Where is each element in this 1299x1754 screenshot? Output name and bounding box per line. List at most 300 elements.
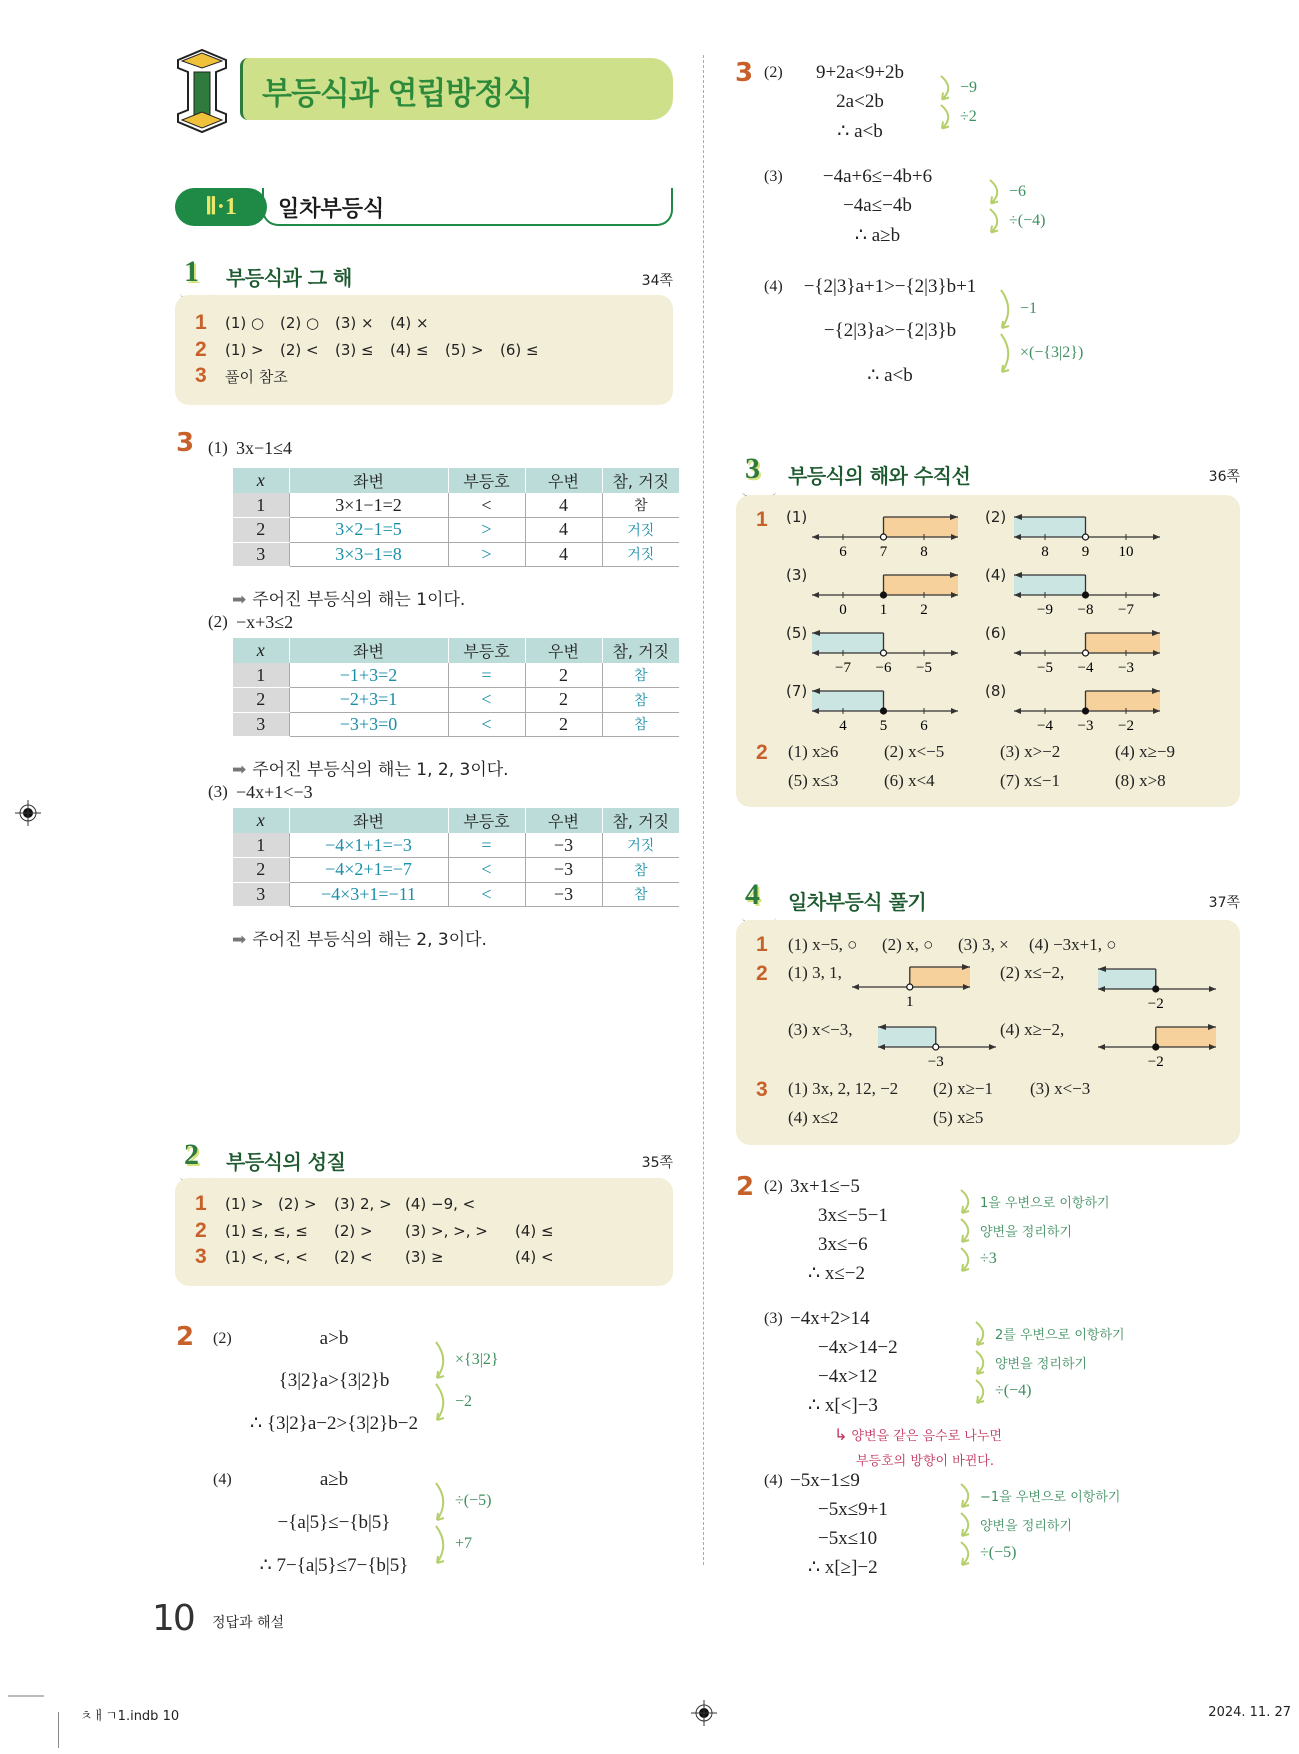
book-section-label: 정답과 해설	[212, 1615, 285, 1631]
column-header: 우변	[525, 638, 602, 663]
answer-item: 풀이 참조	[225, 367, 288, 386]
tick-label: −8	[1077, 602, 1094, 618]
number-line-label: (2)	[985, 508, 1007, 526]
conclusion-text: 주어진 부등식의 해는 1, 2, 3이다.	[252, 760, 509, 780]
step	[433, 1480, 491, 1523]
step	[998, 287, 1083, 331]
table-cell: >	[448, 542, 525, 567]
table-cell: 3	[233, 712, 289, 737]
part-label: (3)	[208, 782, 228, 801]
hook-arrow-icon: ↳	[834, 1425, 848, 1444]
expression-column	[790, 265, 990, 397]
column-header: 참, 거짓	[602, 808, 679, 833]
tick-label: 9	[1081, 544, 1090, 560]
closed-point	[1083, 708, 1089, 714]
arrow-path	[436, 1483, 444, 1520]
math-expression: −5x−1≤9	[790, 1469, 860, 1491]
arrow-path	[436, 1384, 444, 1420]
curved-arrow-icon	[973, 1319, 989, 1348]
inequality: −x+3≤2	[236, 612, 294, 632]
tick-label: −5	[916, 660, 932, 676]
derivation-line	[239, 1458, 429, 1501]
tick-label: 1	[879, 602, 888, 618]
table-cell: 참	[602, 712, 679, 737]
math-expression: ∴ 7−{a|5}≤7−{b|5}	[259, 1555, 409, 1576]
table-cell: −3	[525, 833, 602, 858]
arrow-right-icon: ➡	[232, 760, 247, 780]
answer-item: (3) x<−3	[1030, 1079, 1091, 1098]
table-row	[233, 833, 679, 858]
derivation-line	[790, 58, 930, 88]
derivation-line	[790, 1553, 950, 1582]
step-label: 1을 우변으로 이항하기	[980, 1195, 1110, 1211]
derivation-line	[790, 1201, 950, 1230]
part-label: (2)	[764, 1178, 783, 1195]
arrow-path	[961, 1190, 969, 1213]
curved-arrow-icon	[987, 206, 1003, 236]
step	[973, 1348, 1125, 1377]
answer-item: (8) x>8	[1115, 771, 1166, 790]
arrow-path	[990, 180, 998, 204]
inequality: 3x−1≤4	[236, 438, 293, 458]
table-cell: −4×2+1=−7	[289, 858, 448, 883]
column-header: x	[233, 468, 289, 493]
table-cell: 3×1−1=2	[289, 493, 448, 518]
trim-mark	[58, 1712, 59, 1748]
closed-point	[1153, 1044, 1159, 1050]
expression-column	[790, 1466, 950, 1582]
math-expression: −{2|3}a>−{2|3}b	[823, 320, 957, 341]
derivation-line	[239, 1501, 429, 1544]
question-number: 3	[195, 364, 207, 387]
table-cell: >	[448, 518, 525, 543]
unit-number-icon: 3	[745, 452, 760, 485]
solution-region	[812, 633, 884, 653]
arrow-path	[941, 76, 949, 100]
table-row	[233, 663, 679, 688]
tick-label: 8	[1041, 544, 1049, 560]
table-cell: <	[448, 882, 525, 907]
derivation-line	[790, 265, 990, 309]
answer-item: (2) x≥−1	[933, 1079, 993, 1098]
arrow-path	[961, 1542, 969, 1565]
table-cell: 참	[602, 688, 679, 713]
page-reference: 36쪽	[1208, 469, 1240, 485]
table-cell: 참	[602, 858, 679, 883]
math-expression: −5x≤10	[818, 1527, 878, 1549]
open-point	[933, 1044, 939, 1050]
answer-item: (2) >	[334, 1221, 373, 1240]
truth-table	[233, 468, 679, 567]
note-line: 부등호의 방향이 바뀐다.	[856, 1454, 994, 1469]
table-cell: 3	[233, 882, 289, 907]
table-cell: 3	[233, 542, 289, 567]
table-cell: −3	[525, 858, 602, 883]
tick-label: 8	[920, 544, 928, 560]
math-expression: −{2|3}a+1>−{2|3}b+1	[803, 276, 977, 297]
problem-number: 2	[736, 1172, 755, 1202]
math-expression: ∴ x[<]−3	[808, 1395, 878, 1416]
table-cell: 2	[233, 518, 289, 543]
conclusion-text: 주어진 부등식의 해는 1이다.	[252, 590, 466, 610]
inequality: −4x+1<−3	[236, 782, 313, 802]
expression-column	[239, 1458, 429, 1587]
derivation-line	[790, 1466, 950, 1495]
answer-item: (2) ○	[280, 314, 320, 332]
section-badge: Ⅱ·1	[175, 188, 267, 226]
number-line	[850, 963, 972, 1013]
derivation	[213, 1318, 499, 1444]
table-cell: −3+3=0	[289, 712, 448, 737]
number-line	[810, 687, 960, 737]
unit-number-icon: 4	[745, 878, 760, 911]
answer-item: (4) ×	[390, 314, 429, 332]
number-line	[1096, 1023, 1218, 1073]
answer-item: (4) x≤2	[788, 1108, 839, 1127]
step-label: 양변을 정리하기	[980, 1224, 1073, 1240]
table-row	[233, 882, 679, 907]
conclusion	[232, 585, 465, 610]
curved-arrow-icon	[958, 1539, 974, 1568]
derivation-line	[790, 1524, 950, 1553]
curved-arrow-icon	[973, 1377, 989, 1406]
solution-region	[884, 517, 959, 537]
number-line	[1012, 687, 1162, 737]
step	[987, 177, 1045, 207]
table-cell: −4×1+1=−3	[289, 833, 448, 858]
arrow-path	[1001, 290, 1009, 328]
curved-arrow-icon	[958, 1187, 974, 1216]
curved-arrow-icon	[987, 177, 1003, 207]
step-label: −1을 우변으로 이항하기	[980, 1489, 1121, 1505]
answer-item: (6) x<4	[884, 771, 935, 790]
answer-item: (1) >	[225, 1195, 264, 1213]
open-point	[1083, 650, 1089, 656]
question-number: 2	[756, 962, 768, 985]
arrow-path	[436, 1342, 444, 1378]
math-expression: −4a+6≤−4b+6	[822, 165, 933, 187]
answer-item: (4) x≥−2,	[1000, 1020, 1065, 1039]
unit-number-icon: 1	[184, 255, 199, 288]
solution-region	[1086, 691, 1161, 711]
question-number: 1	[756, 508, 768, 531]
derivation	[764, 162, 1045, 251]
print-date: 2024. 11. 27	[1208, 1705, 1291, 1720]
solution-region	[884, 575, 959, 595]
answer-item: (1) ○	[225, 314, 265, 332]
unit-title: 부등식의 성질	[226, 1150, 346, 1174]
table-cell: 2	[525, 663, 602, 688]
arrow-path	[961, 1248, 969, 1271]
tick-label: −7	[1118, 602, 1134, 618]
answer-row	[195, 1219, 595, 1243]
answer-item: (3) x<−3,	[788, 1020, 853, 1039]
step-label: −1	[1020, 300, 1038, 317]
unit-number-icon: 2	[184, 1138, 199, 1171]
answer-item: (2) x<−5	[884, 742, 945, 761]
arrow-path	[976, 1351, 984, 1374]
solution-region	[910, 967, 970, 987]
math-expression: 3x≤−5−1	[818, 1204, 888, 1226]
chapter-title: 부등식과 연립방정식	[262, 76, 533, 112]
column-header: 참, 거짓	[602, 468, 679, 493]
tick-label: −3	[927, 1054, 944, 1070]
answer-item: (4) ≤	[390, 340, 429, 359]
arrow-right-icon: ➡	[232, 590, 247, 610]
table-row	[233, 518, 679, 543]
step-annotations	[938, 58, 977, 147]
step	[958, 1216, 1110, 1245]
math-expression: −4x>12	[818, 1365, 878, 1387]
table-cell: 4	[525, 518, 602, 543]
arrow-right-icon: ➡	[232, 930, 247, 950]
trim-mark	[8, 1695, 44, 1697]
truth-table	[233, 638, 679, 737]
part-label: (4)	[764, 278, 783, 295]
tick-label: 6	[920, 718, 928, 734]
math-expression: a≥b	[319, 1468, 349, 1490]
step	[938, 73, 977, 103]
table-cell: −4×3+1=−11	[289, 882, 448, 907]
step	[958, 1245, 1110, 1274]
solution-region	[812, 691, 884, 711]
question-number: 1	[195, 311, 207, 334]
part-label: (2)	[764, 64, 783, 81]
math-expression: 3x≤−6	[818, 1233, 868, 1255]
tick-label: −7	[835, 660, 851, 676]
number-line-label: (6)	[985, 624, 1007, 642]
question-number: 2	[195, 1218, 207, 1242]
table-row	[233, 712, 679, 737]
step-label: ÷(−5)	[980, 1544, 1017, 1561]
step-label: ÷2	[960, 108, 977, 125]
table-cell: 1	[233, 663, 289, 688]
problem-number: 3	[176, 428, 195, 458]
derivation-line	[790, 1495, 950, 1524]
step-annotations	[958, 1466, 1120, 1582]
math-expression: −5x≤9+1	[818, 1498, 888, 1520]
math-expression: −{a|5}≤−{b|5}	[277, 1511, 391, 1533]
step-annotations	[973, 1304, 1125, 1420]
step-label: ×(−{3|2})	[1020, 344, 1084, 361]
tick-label: 5	[879, 718, 888, 734]
answer-item: (2) <	[280, 340, 319, 359]
math-expression: ∴ x[≥]−2	[808, 1557, 878, 1578]
part-label: (2)	[213, 1330, 232, 1347]
step-label: 2를 우변으로 이항하기	[995, 1327, 1125, 1343]
answer-item: (3) 3, ×	[958, 935, 1009, 954]
answer-item: (1) x≥6	[788, 742, 839, 761]
arrow-path	[1001, 334, 1009, 372]
math-expression: ∴ x≤−2	[808, 1263, 865, 1284]
table-cell: <	[448, 688, 525, 713]
expression-column	[790, 1304, 965, 1420]
part-label: (2)	[208, 612, 228, 631]
number-line-label: (5)	[786, 624, 808, 642]
column-header: 우변	[525, 468, 602, 493]
arrow-path	[976, 1380, 984, 1403]
answer-item: (2) <	[334, 1248, 373, 1266]
step-label: −9	[960, 78, 978, 96]
step-label: ×{3|2}	[455, 1351, 499, 1368]
curved-arrow-icon	[938, 73, 954, 103]
answer-item: (1) 3x, 2, 12, −2	[788, 1079, 899, 1098]
answer-item: (1) >	[225, 340, 264, 359]
number-line	[1012, 571, 1162, 621]
page-number: 10	[152, 1598, 194, 1639]
part-label: (1)	[208, 438, 228, 457]
curved-arrow-icon	[998, 331, 1014, 375]
step-label: 양변을 정리하기	[995, 1356, 1088, 1372]
tick-label: −2	[1147, 996, 1164, 1012]
derivation	[764, 265, 1083, 397]
expression-column	[790, 1172, 950, 1288]
table-row	[233, 688, 679, 713]
conclusion	[232, 925, 487, 950]
closed-point	[881, 708, 887, 714]
math-expression: −4x+2>14	[790, 1307, 870, 1329]
curved-arrow-icon	[958, 1245, 974, 1274]
answer-row	[195, 311, 445, 335]
open-point	[881, 534, 887, 540]
open-point	[881, 650, 887, 656]
open-point	[907, 984, 913, 990]
answer-item: (1) ≤, ≤, ≤	[225, 1221, 308, 1240]
derivation-line	[790, 1230, 950, 1259]
table-cell: 2	[525, 712, 602, 737]
step	[958, 1187, 1110, 1216]
arrow-path	[436, 1526, 444, 1563]
tick-label: −6	[875, 660, 892, 676]
unit-title: 일차부등식 풀기	[788, 890, 927, 914]
table-cell: 참	[602, 882, 679, 907]
table-row	[233, 858, 679, 883]
math-expression: −4x>14−2	[818, 1336, 898, 1358]
table-cell: 4	[525, 493, 602, 518]
curved-arrow-icon	[433, 1480, 449, 1523]
answer-item: (2) x, ○	[882, 935, 934, 954]
column-header: x	[233, 808, 289, 833]
number-line	[810, 513, 960, 563]
answer-item: (3) x>−2	[1000, 742, 1061, 761]
step	[433, 1523, 491, 1566]
column-header: 부등호	[448, 638, 525, 663]
number-line-label: (3)	[786, 566, 808, 584]
math-expression: ∴ a<b	[867, 364, 913, 386]
answer-item: (3) ≥	[405, 1248, 444, 1266]
answer-item: (1) <, <, <	[225, 1248, 308, 1266]
table-cell: 4	[525, 542, 602, 567]
table-header-row	[233, 808, 679, 833]
truth-table	[233, 808, 679, 907]
derivation-line	[790, 192, 965, 222]
tick-label: −3	[1077, 718, 1094, 734]
number-line-label: (4)	[985, 566, 1007, 584]
table-cell: 1	[233, 493, 289, 518]
step-annotations	[433, 1318, 499, 1444]
step-label: ÷(−4)	[995, 1382, 1032, 1399]
question-number: 1	[756, 933, 768, 956]
step-label: ÷(−4)	[1009, 212, 1046, 229]
answer-item: (3) ≤	[335, 340, 374, 359]
curved-arrow-icon	[433, 1523, 449, 1566]
curved-arrow-icon	[958, 1216, 974, 1245]
conclusion	[232, 755, 509, 780]
math-expression: a>b	[319, 1328, 349, 1349]
table-row	[233, 542, 679, 567]
derivation-line	[239, 1544, 429, 1587]
file-name: ㅊㅐㄱ1.indb 10	[80, 1709, 180, 1724]
step-label: ÷(−5)	[455, 1492, 492, 1509]
derivation-line	[790, 221, 965, 251]
derivation-line	[790, 1391, 965, 1420]
closed-point	[881, 592, 887, 598]
unit-title: 부등식의 해와 수직선	[788, 464, 971, 488]
expression-column	[790, 58, 930, 147]
derivation	[764, 1304, 1125, 1420]
closed-point	[1083, 592, 1089, 598]
step	[973, 1319, 1125, 1348]
column-divider	[703, 55, 704, 1565]
derivation-line	[790, 1304, 965, 1333]
arrow-path	[961, 1484, 969, 1507]
table-cell: 3×3−1=8	[289, 542, 448, 567]
arrow-path	[941, 105, 949, 129]
answer-item: (2) x≤−2,	[1000, 963, 1065, 982]
derivation	[764, 1172, 1110, 1288]
step-annotations	[433, 1458, 491, 1587]
curved-arrow-icon	[998, 287, 1014, 331]
note-line: 양변을 같은 음수로 나누면	[851, 1429, 1002, 1444]
curved-arrow-icon	[433, 1339, 449, 1381]
step-annotations	[998, 265, 1083, 397]
answer-row	[195, 364, 288, 388]
table-cell: 거짓	[602, 518, 679, 543]
question-number: 3	[756, 1078, 768, 1101]
tick-label: −5	[1037, 660, 1053, 676]
tick-label: 10	[1118, 544, 1134, 560]
answer-item: (7) x≤−1	[1000, 771, 1060, 790]
answer-row	[195, 1192, 515, 1216]
column-header: 우변	[525, 808, 602, 833]
open-point	[1083, 534, 1089, 540]
answer-item: (3) >, >, >	[405, 1221, 488, 1240]
curved-arrow-icon	[938, 102, 954, 132]
number-line	[810, 629, 960, 679]
math-expression: 3x+1≤−5	[790, 1175, 860, 1197]
solution-region	[1156, 1027, 1216, 1047]
unit-title: 부등식과 그 해	[226, 266, 352, 290]
tick-label: −2	[1118, 718, 1134, 734]
column-header: 좌변	[289, 808, 448, 833]
table-header-row	[233, 638, 679, 663]
tick-label: 1	[906, 994, 914, 1010]
answer-item: (4) x≥−9	[1115, 742, 1175, 761]
derivation-line	[239, 1360, 429, 1402]
arrow-path	[961, 1513, 969, 1536]
answer-item: (2) >	[278, 1195, 317, 1213]
math-expression: {3|2}a>{3|2}b	[278, 1370, 390, 1391]
step-label: ÷3	[980, 1250, 997, 1267]
table-cell: <	[448, 493, 525, 518]
answer-row	[195, 1245, 595, 1269]
arrow-path	[961, 1219, 969, 1242]
part-label: (4)	[764, 1472, 783, 1489]
table-cell: −3	[525, 882, 602, 907]
derivation-line	[790, 353, 990, 397]
expression-column	[790, 162, 965, 251]
number-line	[1012, 513, 1162, 563]
